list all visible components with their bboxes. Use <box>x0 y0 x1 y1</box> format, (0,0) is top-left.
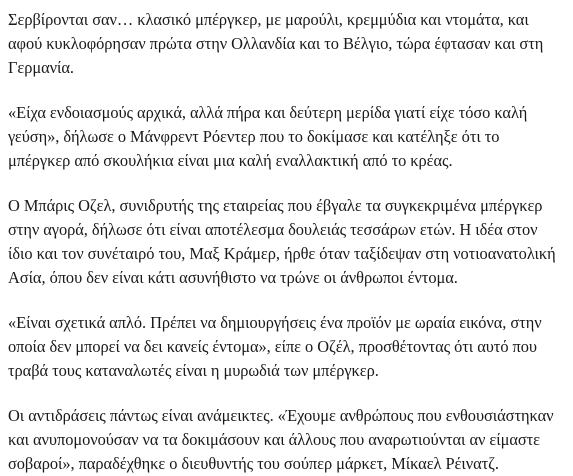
article-paragraph: Ο Μπάρις Οζελ, συνιδρυτής της εταιρείας που έβγαλε τα συγκεκριμένα μπέργκερ στην αγορά, δήλωσε ότι είναι αποτέλεσμα δουλειάς τεσσάρων ετών. Η ιδέα στον ίδιο και τον συνέταιρό του, Μαξ Κράμερ, ήρθε όταν ταξίδεψαν στη νοτιοανατολική Ασία, όπου δεν είναι κάτι ασυνήθιστο να τρώνε οι άνθρωποι έντομα. <box>8 196 556 287</box>
article-paragraph: «Είναι σχετικά απλό. Πρέπει να δημιουργήσεις ένα προϊόν με ωραία εικόνα, στην οποία δεν μπορεί να δει κανείς έντομα», είπε ο Οζέλ, προσθέτοντας ότι αυτό που τραβά τους καταναλωτές είναι η μυρωδιά των μπέργκερ. <box>8 313 542 380</box>
article-paragraph: Σερβίρονται σαν… κλασικό μπέργκερ, με μαρούλι, κρεμμύδια και ντομάτα, και αφού κυκλοφόρησαν πρώτα στην Ολλανδία και το Βέλγιο, τώρα έφτασαν και στη Γερμανία. <box>8 10 544 77</box>
article-paragraph: Οι αντιδράσεις πάντως είναι ανάμεικτες. «Έχουμε ανθρώπους που ενθουσιάστηκαν και ανυπομονούσαν να τα δοκιμάσουν και άλλους που αναρωτιούνται αν είμαστε σοβαροί», παραδέχθηκε ο διευθυντής του σούπερ μάρκετ, Μίκαελ Ρέινατζ. <box>8 406 554 473</box>
article-paragraph: «Είχα ενδοιασμούς αρχικά, αλλά πήρα και δεύτερη μερίδα γιατί είχε τόσο καλή γεύση», δήλωσε ο Μάνφρεντ Ρόεντερ που το δοκίμασε και κατέληξε ότι το μπέργκερ από σκουλήκια είναι μια καλή εναλλακτική από το κρέας. <box>8 103 528 170</box>
